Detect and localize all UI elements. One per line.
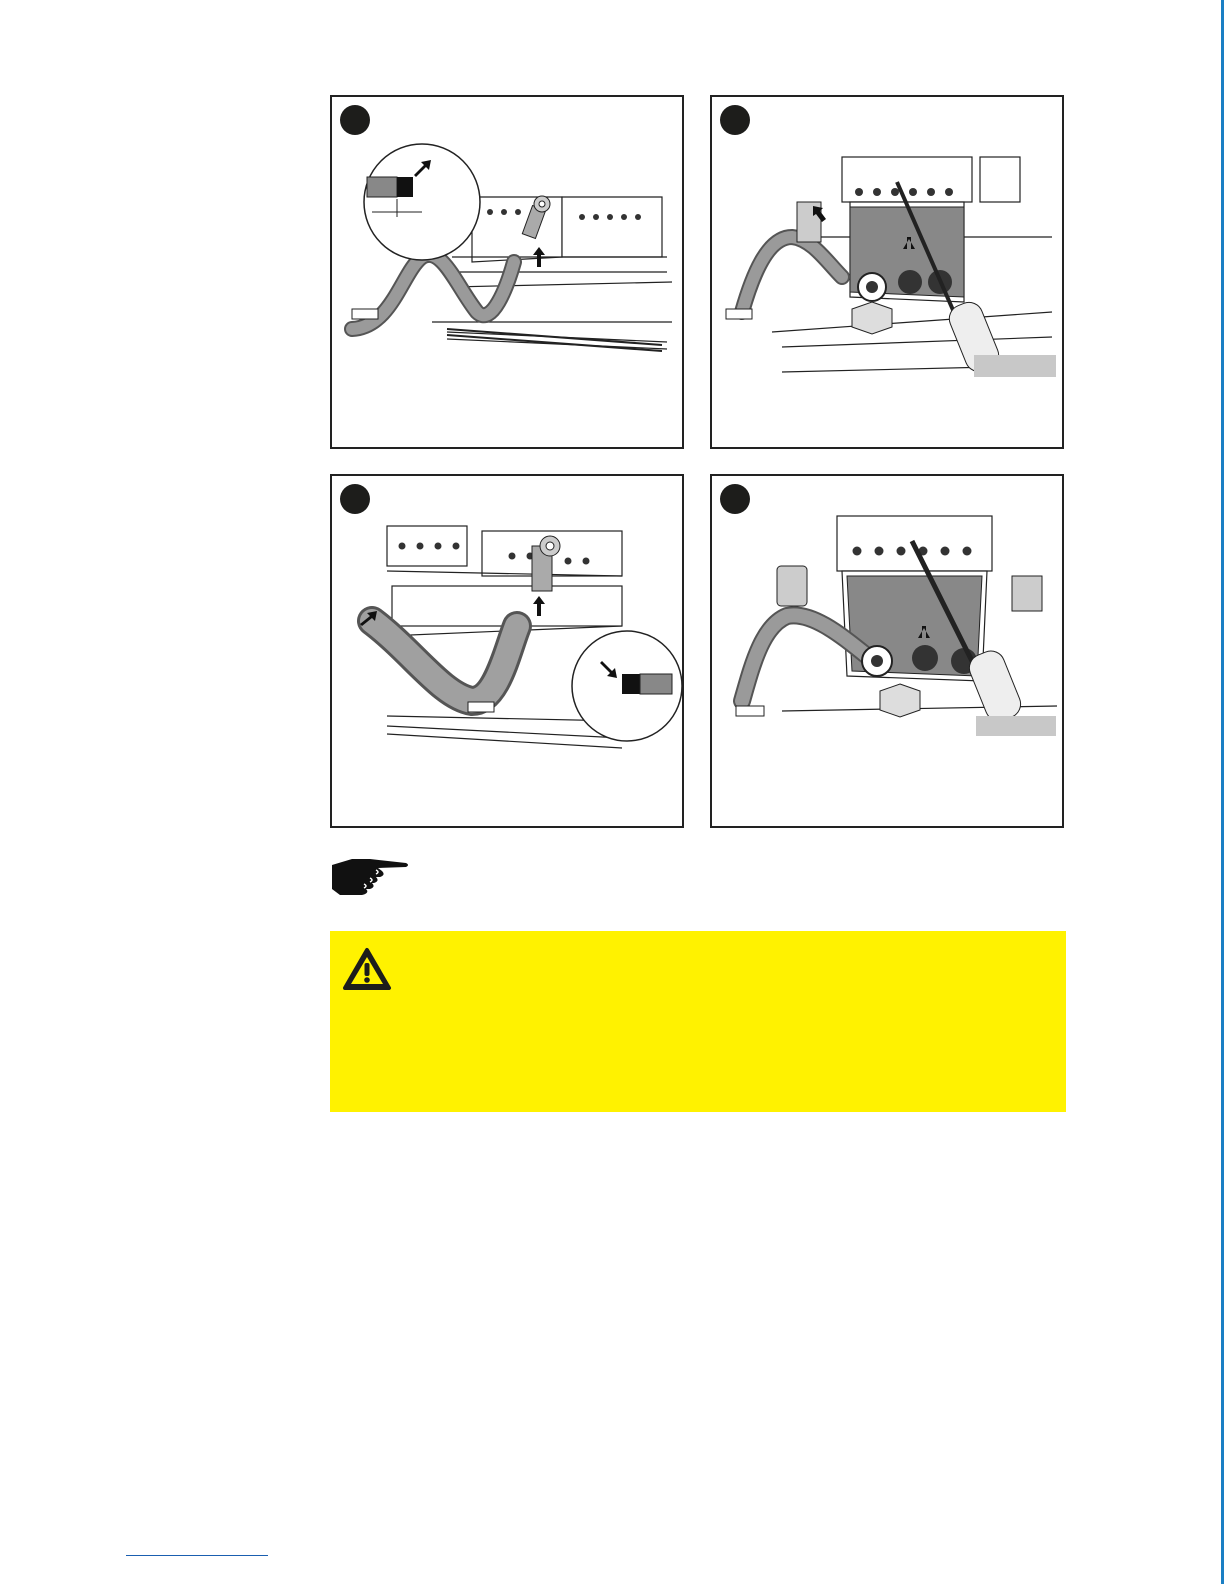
figure-step-3 xyxy=(330,474,684,828)
figure-step-2 xyxy=(710,95,1064,449)
figure-step-4 xyxy=(710,474,1064,828)
footer-link-underline xyxy=(126,1555,268,1556)
step-marker-2 xyxy=(720,105,750,135)
warning-box xyxy=(330,931,1066,1112)
illustration-screw-mount-cable-variant xyxy=(712,476,1062,826)
step-marker-1 xyxy=(340,105,370,135)
illustration-crimp-cable xyxy=(332,97,682,447)
step-marker-4 xyxy=(720,484,750,514)
warning-triangle-icon xyxy=(342,947,392,996)
illustration-crimp-cable-variant xyxy=(332,476,682,826)
step-marker-3 xyxy=(340,484,370,514)
pointing-hand-icon xyxy=(330,853,410,902)
illustration-screw-mount-cable xyxy=(712,97,1062,447)
figure-step-1 xyxy=(330,95,684,449)
